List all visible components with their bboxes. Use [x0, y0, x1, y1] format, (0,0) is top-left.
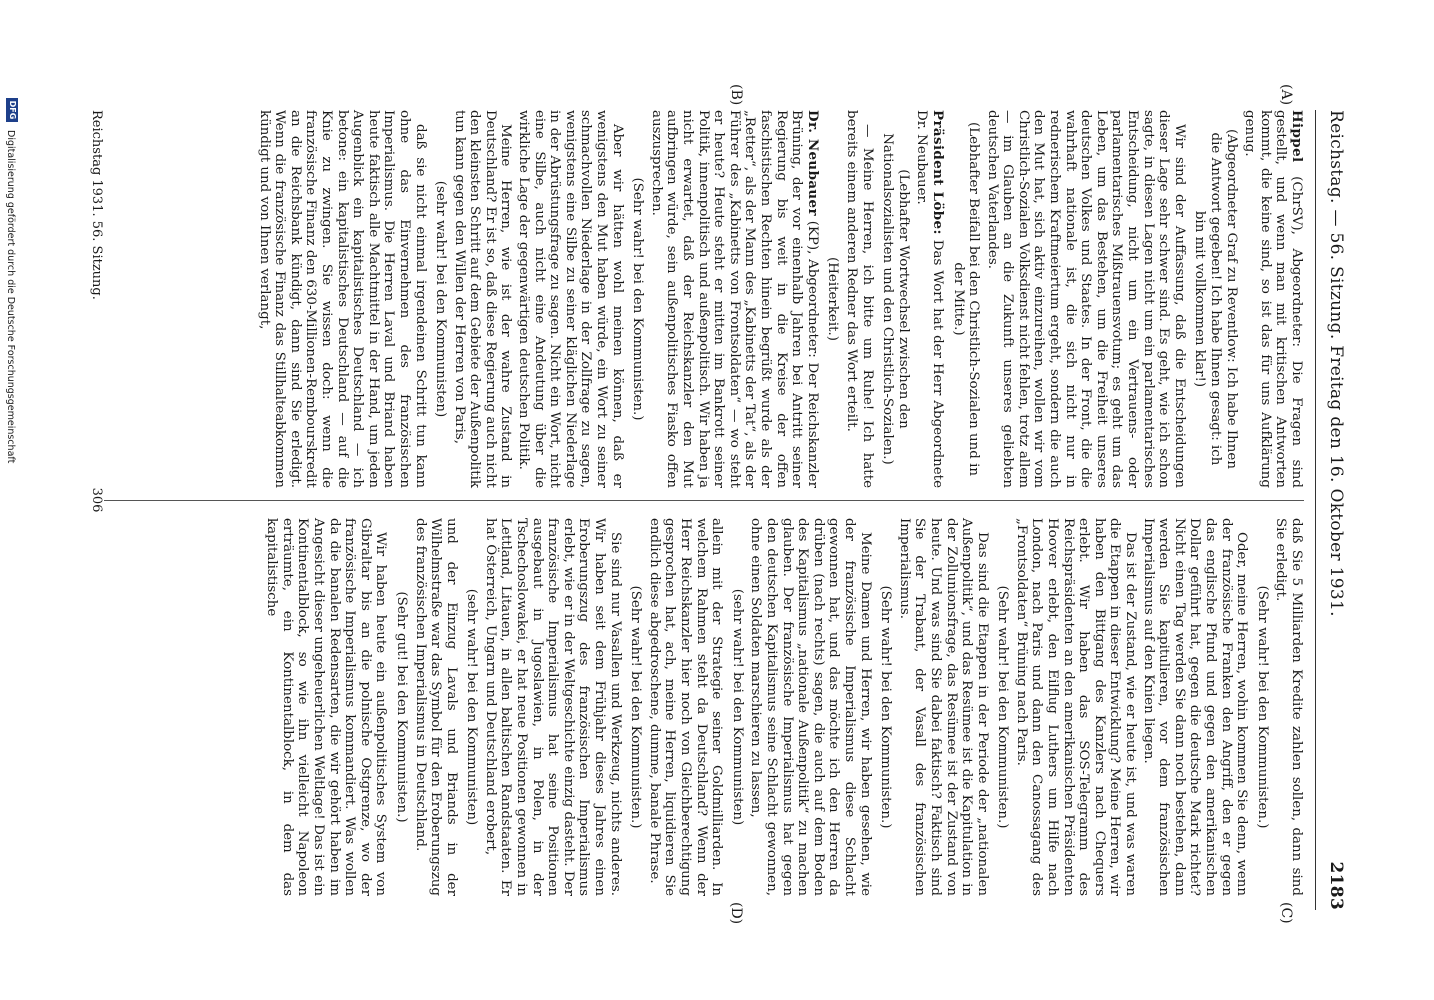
- interjection: (Sehr wahr! bei den Kommunisten.): [630, 177, 646, 421]
- speech-text: (ChrSV), Abgeordneter: Die Fragen sind gestellt, und wenn man mit kritischen Antworten kommt, die keine sind, so ist das für uns Aufklärung genug.: [1242, 110, 1304, 488]
- interjection: (sehr wahr! bei den Kommunisten): [729, 588, 745, 826]
- interjection: (sehr wahr! bei den Kommunisten): [433, 180, 449, 418]
- paragraph: Meine Herren, wie ist der wahre Zustand in Deutschland? Er ist so, daß diese Regierung auch nicht den kleinsten Schritt auf dem Gebiete der Außenpolitik tun kann gegen den Willen der Herren von Paris,: [451, 110, 514, 488]
- speaker-name: Hippel: [1289, 110, 1305, 163]
- interjection: (Sehr gut! bei den Kommunisten.): [393, 591, 409, 823]
- paragraph: und der Einzug Lavals und Briands in der Wilhelmstraße war das Symbol für den Eroberungszug des französischen Imperialismus in Deutschland.: [412, 518, 459, 896]
- footer-page-number: 306: [89, 487, 104, 513]
- interjection: (Sehr wahr! bei den Kommunisten.): [628, 585, 644, 829]
- paragraph: Wir haben heute ein außenpolitisches System von Gibraltar bis an die polnische Ostgrenze, wo der französische Imperialismus kommandiert. Was wollen da die banalen Redensarten, die wir gehört haben im Angesicht dieser ungeheuerlichen Weltlage! Das ist ein Kontinentalblock, so wie ihn vielleicht Napoleon erträumte, ein Kontinentalblock, in dem das kapitalistische: [264, 518, 389, 896]
- right-column: [262, 518, 1304, 896]
- paragraph: daß Sie 5 Milliarden Kredite zahlen sollen, dann sind Sie erledigt.: [1273, 518, 1304, 896]
- paragraph: Meine Damen und Herren, wir haben gesehen, wie der französische Imperialismus diese Schlacht gewonnen hat, und das möchte ich den Herren da drüben (nach rechts) sagen, die auch auf dem Boden des Kapitalismus „nationale Außenpolitik“ zu machen glauben. Der französische Imperialismus hat gegen den deutschen Kapitalismus seine Schlacht gewonnen, ohne einen Soldaten marschieren zu lassen,: [748, 518, 873, 896]
- footer-left: Reichstag 1931. 56. Sitzung.: [89, 110, 104, 300]
- paragraph: Sie sind nur Vasallen und Werkzeug, nichts anderes. Wir haben seit dem Frühjahr dieses Jahres einen Eroberungszug des französischen Imperialismus erlebt, wie er in der Weltgeschichte einzig dasteht. Der französische Imperialismus hat seine Positionen ausgebaut in Jugoslawien, in Polen, in der Tschechoslowakei, er hat neue Positionen gewonnen in Lettland, Litauen, in allen baltischen Randstaaten. Er hat Österreich, Ungarn und Deutschland erobert,: [482, 518, 623, 896]
- speech-paragraph: [1242, 110, 1304, 488]
- paragraph: Aber wir hätten wohl meinen können, daß er wenigstens den Mut haben würde, ein Wort zu seiner schmachvollen Niederlage in der Zollfrage zu sagen, wenigstens eine Silbe zu seiner kläglichen Niederlage in der Abrüstungsfrage zu sagen. Nicht ein Wort, nicht eine Silbe, auch nicht eine Andeutung über die wirkliche Lage der gegenwärtigen deutschen Politik.: [516, 110, 625, 488]
- paragraph: Das ist der Zustand, wie er heute ist, und was waren die Etappen in dieser Entwicklung? Meine Herren, wir haben den Bittgang des Kanzlers nach Chequers erlebt. Wir haben das SOS-Telegramm des Reichspräsidenten an den amerikanischen Präsidenten Hoover erlebt, den Eilflug Luthers um Hilfe nach London, nach Paris und dann den Canossagang des „Frontsoldaten“ Brüning nach Paris.: [1013, 518, 1139, 896]
- running-title: Reichstag. — 56. Sitzung. Freitag den 16. Oktober 1931.: [1326, 110, 1346, 617]
- interjection: (Lebhafter Wortwechsel zwischen den Nationalsozialisten und den Christlich-Sozialen.): [880, 133, 911, 465]
- interjection: (sehr wahr! bei den Kommunisten): [464, 588, 480, 826]
- speech-text: (KP), Abgeordneter: Der Reichskanzler Brüning, der vor einenhalb Jahren bei Antritt seiner Regierung bis weit in die Kreise der offen faschistischen Rechten hinein begrüßt wurde als der „Retter“, als der Mann des „Kabinetts der Tat“, als der Führer des „Kabinetts von Frontsoldaten“ — wo steht er heute? Heute steht er mitten im Bankrott seiner Politik, innenpolitisch und außenpolitisch. Wir haben ja nicht erwartet, daß der Reichskanzler den Mut aufbringen würde, sein außenpolitisches Fiasko offen auszusprechen.: [648, 110, 820, 488]
- dfg-logo: DFG: [6, 98, 18, 122]
- margin-mark-a: (A): [1278, 84, 1294, 106]
- paragraph: — Meine Herren, ich bitte um Ruhe! Ich hatte bereits einem anderen Redner das Wort erteilt.: [843, 110, 875, 488]
- speaker-name: Präsident Löbe:: [929, 110, 946, 235]
- digitization-credit: Digitalisierung gefördert durch die Deutsche Forschungsgemeinschaft: [5, 130, 16, 464]
- page-number: 2183: [1326, 861, 1346, 910]
- paragraph: Das sind die Etappen in der Periode der „nationalen Außenpolitik“, und das Resümee ist die Kapitulation in der Zollunionsfrage, das Resümee ist der Zustand von heute. Und was sind Sie dabei faktisch? Faktisch sind Sie der Trabant, der Vasall des französischen Imperialismus.: [896, 518, 990, 896]
- column-rule: [104, 500, 1304, 501]
- header-rule: [1315, 110, 1316, 910]
- interjection: (Abgeordneter Graf zu Reventlow: Ich habe Ihnen die Antwort gegeben! Ich habe Ihnen gesagt: ich bin mit vollkommen klar!): [1192, 129, 1239, 469]
- interjection: (Heiterkeit.): [825, 257, 841, 341]
- paragraph: allein mit der Strategie seiner Goldmilliarden. In welchem Rahmen steht da Deutschland? Wenn der Herr Reichskanzler hier noch von Gleichberechtigung gesprochen hat, ach, meine Herren, liquidieren Sie endlich diese abgedroschene, dumme, banale Phrase.: [646, 518, 725, 896]
- interjection: (Sehr wahr! bei den Kommunisten.): [878, 585, 894, 829]
- margin-mark-c: (C): [1278, 902, 1294, 924]
- interjection: (Sehr wahr! bei den Kommunisten.): [1254, 585, 1270, 829]
- margin-mark-d: (D): [728, 902, 744, 925]
- running-header: [1320, 110, 1346, 910]
- paragraph: Oder, meine Herren, wohin kommen Sie denn, wenn der französische Franken den Angriff, den er gegen das englische Pfund und gegen den amerikanischen Dollar geführt hat, gegen die deutsche Mark richtet? Nicht einen Tag werden Sie dann noch bestehen, dann werden Sie kapitulieren, vor dem französischen Imperialismus auf den Knien liegen.: [1140, 518, 1250, 896]
- speaker-name: Dr. Neubauer: [804, 110, 821, 216]
- margin-mark-b: (B): [728, 84, 744, 106]
- speech-paragraph: [648, 110, 820, 488]
- speech-text: Das Wort hat der Herr Abgeordnete Dr. Neubauer.: [914, 110, 945, 488]
- paragraph: Wir sind der Auffassung, daß die Entscheidungen dieser Lage sehr schwer sind. Es geht, wie ich schon sagte, in diesen Lagen nicht um ein parlamentarisches Entscheidung, nicht um ein Vertrauens- oder parlamentarisches Mißtrauensvotum; es geht um das Leben, um das Bestehen, um die Freiheit unseres deutschen Volkes und Staates. In der Front, die die wahrhaft nationale ist, die sich nicht nur in rednerischem Kraftmeiertum ergeht, sondern die auch den Mut hat, sich aktiv einzureihen, wollen wir vom Christlich-Sozialen Volksdienst nicht fehlen, trotz allem — im Glauben an die Zukunft unseres geliebten deutschen Vaterlandes.: [984, 110, 1187, 488]
- speech-paragraph: [914, 110, 945, 488]
- interjection: (Sehr wahr! bei den Kommunisten.): [995, 585, 1011, 829]
- paragraph: daß sie nicht einmal irgendeinen Schritt tun kann ohne das Einvernehmen des französischen Imperialismus. Die Herren Laval und Briand haben heute faktisch alle Machtmittel in der Hand, um jeden Augenblick ein kapitalistisches Deutschland — ich betone: ein kapitalistisches Deutschland — auf die Knie zu zwingen. Sie wissen doch: wenn die französische Finanz den 630-Millionen-Rembourskredit an die Reichsbank kündigt, dann sind Sie erledigt. Wenn die französische Finanz das Stillhalteabkommen kündigt und von Ihnen verlangt,: [256, 110, 428, 488]
- left-column: [254, 110, 1304, 488]
- interjection: (Lebhafter Beifall bei den Christlich-Sozialen und in der Mitte.): [950, 122, 982, 477]
